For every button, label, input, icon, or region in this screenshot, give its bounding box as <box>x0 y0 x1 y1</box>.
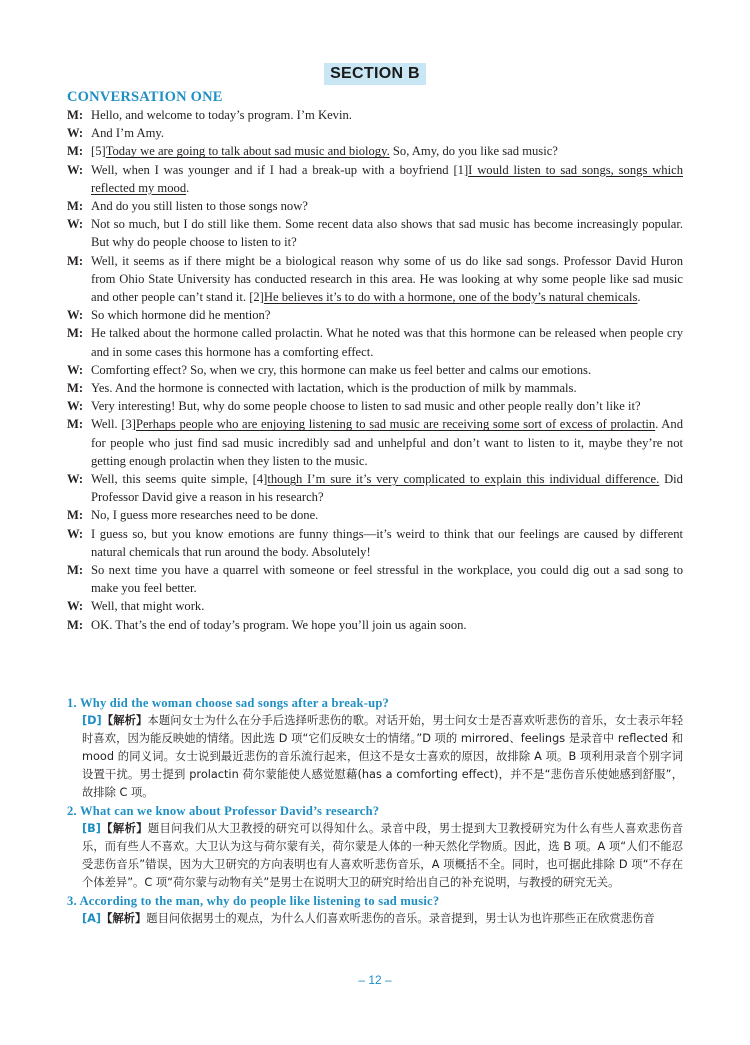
dialog-text: Hello, and welcome to today’s program. I’m Kevin. <box>91 108 352 122</box>
speaker-label: W: <box>67 599 84 614</box>
answer-label: [B] <box>82 822 101 835</box>
dialog-text: Yes. And the hormone is connected with lactation, which is the production of milk by mammals. <box>91 381 577 396</box>
dialog-text: Well, this seems quite simple, [4] <box>91 472 268 487</box>
dialog-line <box>67 561 683 597</box>
speaker-label: M: <box>67 199 84 214</box>
explanation-2 <box>67 820 683 892</box>
speaker-label: W: <box>67 217 84 232</box>
analysis-tag: 【解析】 <box>101 714 148 727</box>
underlined-key-sentence: though I’m sure it’s very complicated to explain this individual difference. <box>267 472 660 487</box>
dialog-line <box>67 106 683 124</box>
dialog-line <box>67 597 683 615</box>
dialog-line <box>67 470 683 506</box>
dialog-line <box>67 616 683 634</box>
dialog-text: . <box>186 180 190 195</box>
underlined-key-sentence: Today we are going to talk about sad music and biology. <box>105 144 390 159</box>
speaker-label: M: <box>67 144 84 159</box>
speaker-label: M: <box>67 326 84 341</box>
dialog-line <box>67 124 683 142</box>
dialog-text: Well, that might work. <box>91 599 205 614</box>
analysis-tag: 【解析】 <box>101 912 147 925</box>
speaker-label: M: <box>67 381 84 396</box>
dialog-text: And I’m Amy. <box>91 126 164 141</box>
dialog-text: Well, when I was younger and if I had a break-up with a boyfriend [1] <box>91 162 469 177</box>
dialog-line <box>67 252 683 307</box>
question-3: 3. According to the man, why do people like listening to sad music? <box>67 894 440 908</box>
dialog-text: So which hormone did he mention? <box>91 308 271 323</box>
speaker-label: M: <box>67 253 84 268</box>
explanation-1 <box>67 712 683 802</box>
dialog-line <box>67 397 683 415</box>
dialog-text: So, Amy, do you like sad music? <box>389 144 558 159</box>
speaker-label: M: <box>67 508 84 523</box>
underlined-key-sentence: I would listen to sad songs, songs which reflected my mood <box>91 162 683 195</box>
speaker-label: M: <box>67 108 84 122</box>
dialog-line <box>67 525 683 561</box>
speaker-label: W: <box>67 126 84 141</box>
dialog-text: No, I guess more researches need to be done. <box>91 508 319 523</box>
speaker-label: W: <box>67 472 84 487</box>
speaker-label: M: <box>67 617 84 632</box>
dialog-line <box>67 197 683 215</box>
dialog-line <box>67 215 683 251</box>
section-header <box>0 63 750 85</box>
dialog-text: [5] <box>91 144 106 159</box>
dialog-line <box>67 506 683 524</box>
speaker-label: M: <box>67 417 84 432</box>
dialog-line <box>67 361 683 379</box>
dialog-line <box>67 415 683 470</box>
section-title: SECTION B <box>324 63 426 85</box>
dialog-text: . <box>637 290 641 305</box>
speaker-label: W: <box>67 362 84 377</box>
dialog-text: So next time you have a quarrel with someone or feel stressful in the workplace, you could dig out a sad song to make you feel better. <box>91 563 683 596</box>
dialog-line <box>67 324 683 360</box>
dialog-text: He talked about the hormone called prolactin. What he noted was that this hormone can be released when people cry and in some cases this hormone has a comforting effect. <box>91 326 683 359</box>
answer-label: [D] <box>82 714 102 727</box>
dialog-line <box>67 379 683 397</box>
dialog-text: OK. That’s the end of today’s program. We hope you’ll join us again soon. <box>91 617 467 632</box>
dialog-text: Very interesting! But, why do some people choose to listen to sad music and other people really don’t like it? <box>91 399 641 414</box>
dialog-text: Well. [3] <box>91 417 136 432</box>
analysis-tag: 【解析】 <box>100 822 148 835</box>
speaker-label: W: <box>67 162 84 177</box>
dialog-line <box>67 142 683 160</box>
conversation-title: CONVERSATION ONE <box>67 89 223 105</box>
page-number: – 12 – <box>358 973 392 987</box>
dialog-text: Comforting effect? So, when we cry, this hormone can make us feel better and calms our emotions. <box>91 362 592 377</box>
answer-label: [A] <box>82 912 102 925</box>
question-2: 2. What can we know about Professor David’s research? <box>67 804 380 818</box>
dialog-line <box>67 161 683 197</box>
dialog-text: Not so much, but I do still like them. Some recent data also shows that sad music has become increasingly popular. But why do people choose to listen to it? <box>91 217 683 250</box>
explanation-text: 题目问依据男士的观点，为什么人们喜欢听悲伤的音乐。录音提到，男士认为也许那些正在欣赏悲伤音 <box>146 912 655 925</box>
dialog-text: I guess so, but you know emotions are funny things—it’s weird to think that our feelings are caused by different natural chemicals that run around the body. Absolutely! <box>91 526 683 559</box>
questions-section <box>67 694 683 928</box>
question-1: 1. Why did the woman choose sad songs after a break-up? <box>67 696 390 710</box>
speaker-label: W: <box>67 399 84 414</box>
dialog-text: Did Professor David give a reason in his research? <box>91 472 683 505</box>
underlined-key-sentence: Perhaps people who are enjoying listening to sad music are receiving some sort of excess of prolactin <box>135 417 656 432</box>
speaker-label: W: <box>67 308 84 323</box>
dialog-text: And do you still listen to those songs now? <box>91 199 308 214</box>
dialog-text: . And for people who just find sad music incredibly sad and unhelpful and don’t want to listen to it, maybe they’re not getting enough prolactin when they listen to the music. <box>91 417 683 468</box>
dialog-transcript <box>67 106 683 634</box>
underlined-key-sentence: He believes it’s to do with a hormone, one of the body’s natural chemicals <box>263 290 638 305</box>
explanation-text: 本题问女士为什么在分手后选择听悲伤的歌。对话开始，男士问女士是否喜欢听悲伤的音乐，女士表示年轻时喜欢，因为能反映她的情绪。因此选 D 项“它们反映女士的情绪。”D 项的 mirrored、feelings 是录音中 reflected 和 mood 的同义词。女士说到最近悲伤的音乐流行起来，但这不是女士喜欢的原因，故排除 A 项。B 项利用录音个别字词设置干扰。男士提到 prolactin 荷尔蒙能使人感觉慰藉(has a comforting effect)，并不是“悲伤音乐使她感到舒服”，故排除 C 项。 <box>82 714 683 799</box>
explanation-text: 题目问我们从大卫教授的研究可以得知什么。录音中段，男士提到大卫教授研究为什么有些人喜欢悲伤音乐，而有些人不喜欢。大卫认为这与荷尔蒙有关，荷尔蒙是人体的一种天然化学物质。因此，选 B 项。A 项“人们不能忍受悲伤音乐”错误，因为大卫研究的方向表明也有人喜欢听悲伤音乐，A 项概括不全。同时，也可据此排除 D 项“不存在个体差异”。C 项“荷尔蒙与动物有关”是男士在说明大卫的研究时给出自己的补充说明，与教授的研究无关。 <box>82 822 683 889</box>
dialog-line <box>67 306 683 324</box>
explanation-3 <box>67 910 683 928</box>
speaker-label: M: <box>67 563 84 578</box>
dialog-text: Well, it seems as if there might be a biological reason why some of us do like sad songs. Professor David Huron from Ohio State University has conducted research in this area. He was looking at why some people like sad music and other people can’t stand it. [2] <box>91 253 683 305</box>
speaker-label: W: <box>67 526 84 541</box>
